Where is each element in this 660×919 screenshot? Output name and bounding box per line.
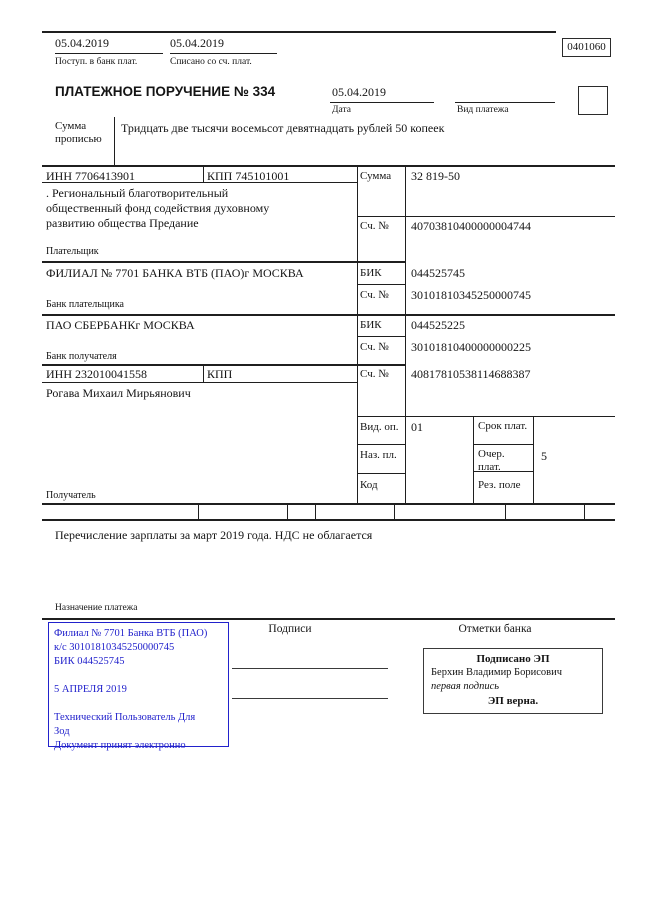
bank-marks-label: Отметки банка xyxy=(458,623,532,635)
payer-bank-section-label: Банк плательщика xyxy=(46,299,124,310)
table-line xyxy=(405,165,406,503)
received-date-underline xyxy=(55,53,163,54)
payee-bank-bik-value: 044525225 xyxy=(411,318,465,332)
bank-stamp-line: к/с 30101810345250000745 xyxy=(54,642,175,653)
amount-words-label: Сумма прописью xyxy=(55,120,102,145)
priority-value: 5 xyxy=(541,449,547,463)
table-line xyxy=(203,165,204,182)
table-line xyxy=(42,364,405,366)
payment-kind-label: Вид платежа xyxy=(457,105,509,115)
signature-line xyxy=(232,698,388,699)
table-line xyxy=(357,284,405,285)
table-line xyxy=(357,416,615,417)
sum-label: Сумма xyxy=(360,170,392,182)
table-line xyxy=(42,261,405,263)
form-code: 0401060 xyxy=(567,41,606,53)
payer-name-line2: общественный фонд содействия духовному xyxy=(46,201,270,215)
code-label: Код xyxy=(360,479,378,491)
document-title: ПЛАТЕЖНОЕ ПОРУЧЕНИЕ № 334 xyxy=(55,84,276,99)
payee-inn: ИНН 232010041558 xyxy=(46,367,147,381)
pay-term-label: Срок плат. xyxy=(478,420,528,432)
payee-account-label: Сч. № xyxy=(360,368,389,380)
table-line xyxy=(505,505,506,519)
purpose-text: Перечисление зарплаты за март 2019 года. НДС не облагается xyxy=(55,528,373,542)
purpose-code-label: Наз. пл. xyxy=(360,449,397,461)
table-line xyxy=(42,165,615,167)
debited-date-underline xyxy=(170,53,277,54)
payer-bank-bik-value: 044525745 xyxy=(411,266,465,280)
stamp-verified: ЭП верна. xyxy=(487,695,539,707)
payer-bank-account-value: 30101810345250000745 xyxy=(411,288,531,302)
reserve-label: Рез. поле xyxy=(478,479,521,491)
payer-kpp: КПП 745101001 xyxy=(207,169,290,183)
op-kind-value: 01 xyxy=(411,420,423,434)
table-line xyxy=(287,505,288,519)
table-line xyxy=(357,336,405,337)
table-line xyxy=(357,444,406,445)
op-kind-label: Вид. оп. xyxy=(360,421,399,433)
payee-bank-section-label: Банк получателя xyxy=(46,351,117,362)
payer-bank-account-label: Сч. № xyxy=(360,289,389,301)
table-line xyxy=(42,503,615,505)
payee-bank-account-label: Сч. № xyxy=(360,341,389,353)
purpose-label: Назначение платежа xyxy=(55,603,138,613)
debited-date: 05.04.2019 xyxy=(170,36,224,50)
payee-bank-account-value: 30101810400000000225 xyxy=(411,340,531,354)
table-line xyxy=(198,505,199,519)
payer-bank-bik-label: БИК xyxy=(360,267,382,279)
debited-date-label: Списано со сч. плат. xyxy=(170,57,252,67)
document-date: 05.04.2019 xyxy=(332,85,386,99)
table-line xyxy=(533,416,534,503)
table-line xyxy=(42,314,615,316)
payer-name-line1: . Региональный благотворительный xyxy=(46,186,229,200)
table-line xyxy=(357,473,406,474)
received-date: 05.04.2019 xyxy=(55,36,109,50)
table-line xyxy=(357,165,358,503)
table-line xyxy=(42,382,357,383)
received-date-label: Поступ. в банк плат. xyxy=(55,57,138,67)
date-label: Дата xyxy=(332,105,351,115)
payee-account-value: 40817810538114688387 xyxy=(411,367,531,381)
stamp-signer-name: Берхин Владимир Борисович xyxy=(431,667,562,678)
payer-account-value: 40703810400000004744 xyxy=(411,219,531,233)
payee-kpp-label: КПП xyxy=(207,367,233,381)
bank-stamp-line: Технический Пользователь Для xyxy=(54,712,196,723)
signature-line xyxy=(232,668,388,669)
table-line xyxy=(394,505,395,519)
payer-account-label: Сч. № xyxy=(360,220,389,232)
bank-electronic-stamp xyxy=(48,622,229,751)
amount-words-value: Тридцать две тысячи восемьсот девятнадцать рублей 50 копеек xyxy=(121,121,445,135)
payee-name: Рогава Михаил Мирьянович xyxy=(46,386,191,400)
bank-stamp-line: Филиал № 7701 Банка ВТБ (ПАО) xyxy=(54,628,208,639)
payee-section-label: Получатель xyxy=(46,490,96,501)
table-line xyxy=(357,216,615,217)
amount-divider xyxy=(114,117,115,165)
form-code-box xyxy=(562,38,611,57)
bank-stamp-date: 5 АПРЕЛЯ 2019 xyxy=(54,684,127,695)
signatures-label: Подписи xyxy=(268,623,312,635)
table-line xyxy=(42,519,615,521)
stamp-title: Подписано ЭП xyxy=(476,653,550,665)
priority-label: Очер. плат. xyxy=(478,448,505,473)
payer-inn: ИНН 7706413901 xyxy=(46,169,135,183)
table-line xyxy=(584,505,585,519)
bank-stamp-line: Зод xyxy=(54,726,70,737)
date-underline xyxy=(330,102,434,103)
signature-verification-stamp xyxy=(423,648,603,714)
stamp-note: первая подпись xyxy=(431,681,500,692)
sum-value: 32 819-50 xyxy=(411,169,460,183)
status-box xyxy=(578,86,608,115)
payee-bank-name: ПАО СБЕРБАНКг МОСКВА xyxy=(46,318,195,332)
payer-name-line3: развитию общества Предание xyxy=(46,216,199,230)
table-line xyxy=(203,364,204,382)
table-line xyxy=(315,505,316,519)
bank-stamp-line: БИК 044525745 xyxy=(54,656,125,667)
payer-bank-name: ФИЛИАЛ № 7701 БАНКА ВТБ (ПАО)г МОСКВА xyxy=(46,266,304,280)
table-line xyxy=(473,416,474,503)
footer-rule xyxy=(42,618,615,620)
payee-bank-bik-label: БИК xyxy=(360,319,382,331)
payment-kind-underline xyxy=(455,102,555,103)
table-line xyxy=(473,444,533,445)
top-rule xyxy=(42,31,556,33)
payer-section-label: Плательщик xyxy=(46,246,99,257)
bank-stamp-line: Документ принят электронно xyxy=(54,740,186,751)
